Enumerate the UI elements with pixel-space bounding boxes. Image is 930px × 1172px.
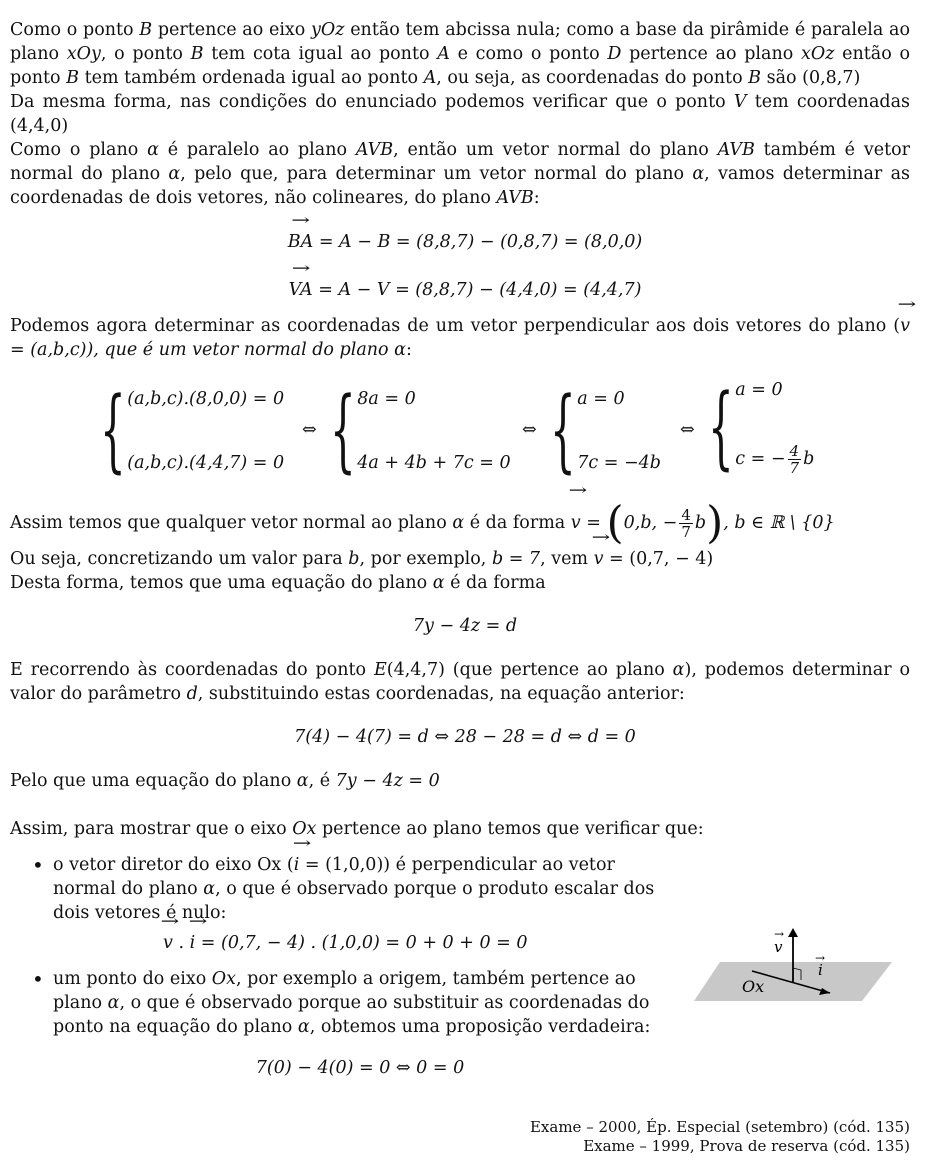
normal-vector-arrowhead (788, 928, 798, 937)
exam-credits (530, 1118, 910, 1156)
paragraph-point-b: Como o ponto B pertence ao eixo yOz então tem abcissa nula; como a base da pirâmide é paralela ao plano xOy, o ponto B tem cota igual ao ponto A e como o ponto D pertence ao plano xOz então o ponto B tem também ordenada igual ao ponto A, ou seja, as coordenadas do ponto B são (0,8,7) (10, 20, 911, 88)
paragraph-point-e: E recorrendo às coordenadas do ponto E(4,4,7) (que pertence ao plano α), podemos determinar o valor do parâmetro d, substituindo estas coordenadas, na equação anterior: (10, 660, 911, 704)
paragraph-general-normal: Assim temos que qualquer vetor normal ao plano α é da forma → v = (0,b, − $\frac{4}{7}$ b), b ∈ ℝ \ {0} (10, 500, 910, 546)
paragraph-normal-vector: Como o plano α é paralelo ao plano AVB, então um vetor normal do plano AVB também é vetor normal do plano α, pelo que, para determinar um vetor normal do plano α, vamos determinar as coordenadas de dois vetores, não colineares, do plano AVB: (10, 140, 910, 208)
v-label-arrow: → (774, 927, 785, 941)
system-3: { a = 0 7c = −4b (550, 378, 661, 483)
system-4: { a = 0 c = − $\frac{4}{7}$ b (708, 375, 815, 480)
bullet-direction-vector: • o vetor diretor do eixo Ox (→ i = (1,0,0)) é perpendicular ao vetor normal do plano α, o que é observado porque o produto escalar dos dois vetores é nulo: → v . → i = (0,7, − 4) . (1,0,0) = 0 + 0 + 0 = 0 (28, 853, 678, 955)
v-label: v (774, 938, 783, 956)
equation-origin: 7(0) − 4(0) = 0 ⇔ 0 = 0 (255, 1058, 465, 1078)
credit-1999: Exame – 1999, Prova de reserva (cód. 135) (583, 1137, 910, 1155)
iff-symbol: ⇔ (680, 420, 695, 440)
equation-d-value: 7(4) − 4(7) = d ⇔ 28 − 28 = d ⇔ d = 0 (294, 727, 636, 747)
iff-symbol: ⇔ (522, 420, 537, 440)
system-1: { (a,b,c).(8,0,0) = 0 (a,b,c).(4,4,7) = 0 (100, 378, 285, 483)
system-2: { 8a = 0 4a + 4b + 7c = 0 (330, 378, 511, 483)
paragraph-perpendicular: Podemos agora determinar as coordenadas de um vetor perpendicular aos dois vetores do plano (→ v = (a,b,c)), que é um vetor normal do plano α: (10, 314, 910, 362)
paragraph-plane-equation: Pelo que uma equação do plano α, é 7y − 4z = 0 (10, 771, 440, 791)
paragraph-b-value: Ou seja, concretizando um valor para b, por exemplo, b = 7, vem → v = (0,7, − 4) (10, 547, 910, 571)
equation-ba: → BA = A − B = (8,8,7) − (0,8,7) = (8,0,0) (0, 230, 930, 254)
plane-figure (690, 925, 900, 1010)
equation-dot-product: → v . → i = (0,7, − 4) . (1,0,0) = 0 + 0 + 0 = 0 (163, 931, 678, 955)
paragraph-ox-verify: Assim, para mostrar que o eixo Ox pertence ao plano temos que verificar que: (10, 819, 704, 839)
bullet-list (28, 853, 678, 1039)
equation-va: → VA = A − V = (8,8,7) − (4,4,0) = (4,4,7) (0, 278, 930, 302)
i-label: i (818, 961, 823, 979)
paragraph-point-v: Da mesma forma, nas condições do enunciado podemos verificar que o ponto V tem coordenadas (4,4,0) (10, 92, 910, 136)
iff-symbol: ⇔ (302, 420, 317, 440)
i-label-arrow: → (815, 951, 826, 965)
ox-label: Ox (742, 977, 765, 996)
paragraph-plane-form: Desta forma, temos que uma equação do plano α é da forma (10, 573, 546, 593)
equation-plane-d: 7y − 4z = d (412, 616, 518, 636)
bullet-origin-point: • um ponto do eixo Ox, por exemplo a origem, também pertence ao plano α, o que é observado porque ao substituir as coordenadas do ponto na equação do plano α, obtemos uma proposição verdadeira: (28, 967, 678, 1039)
credit-2000: Exame – 2000, Ép. Especial (setembro) (cód. 135) (529, 1118, 910, 1136)
